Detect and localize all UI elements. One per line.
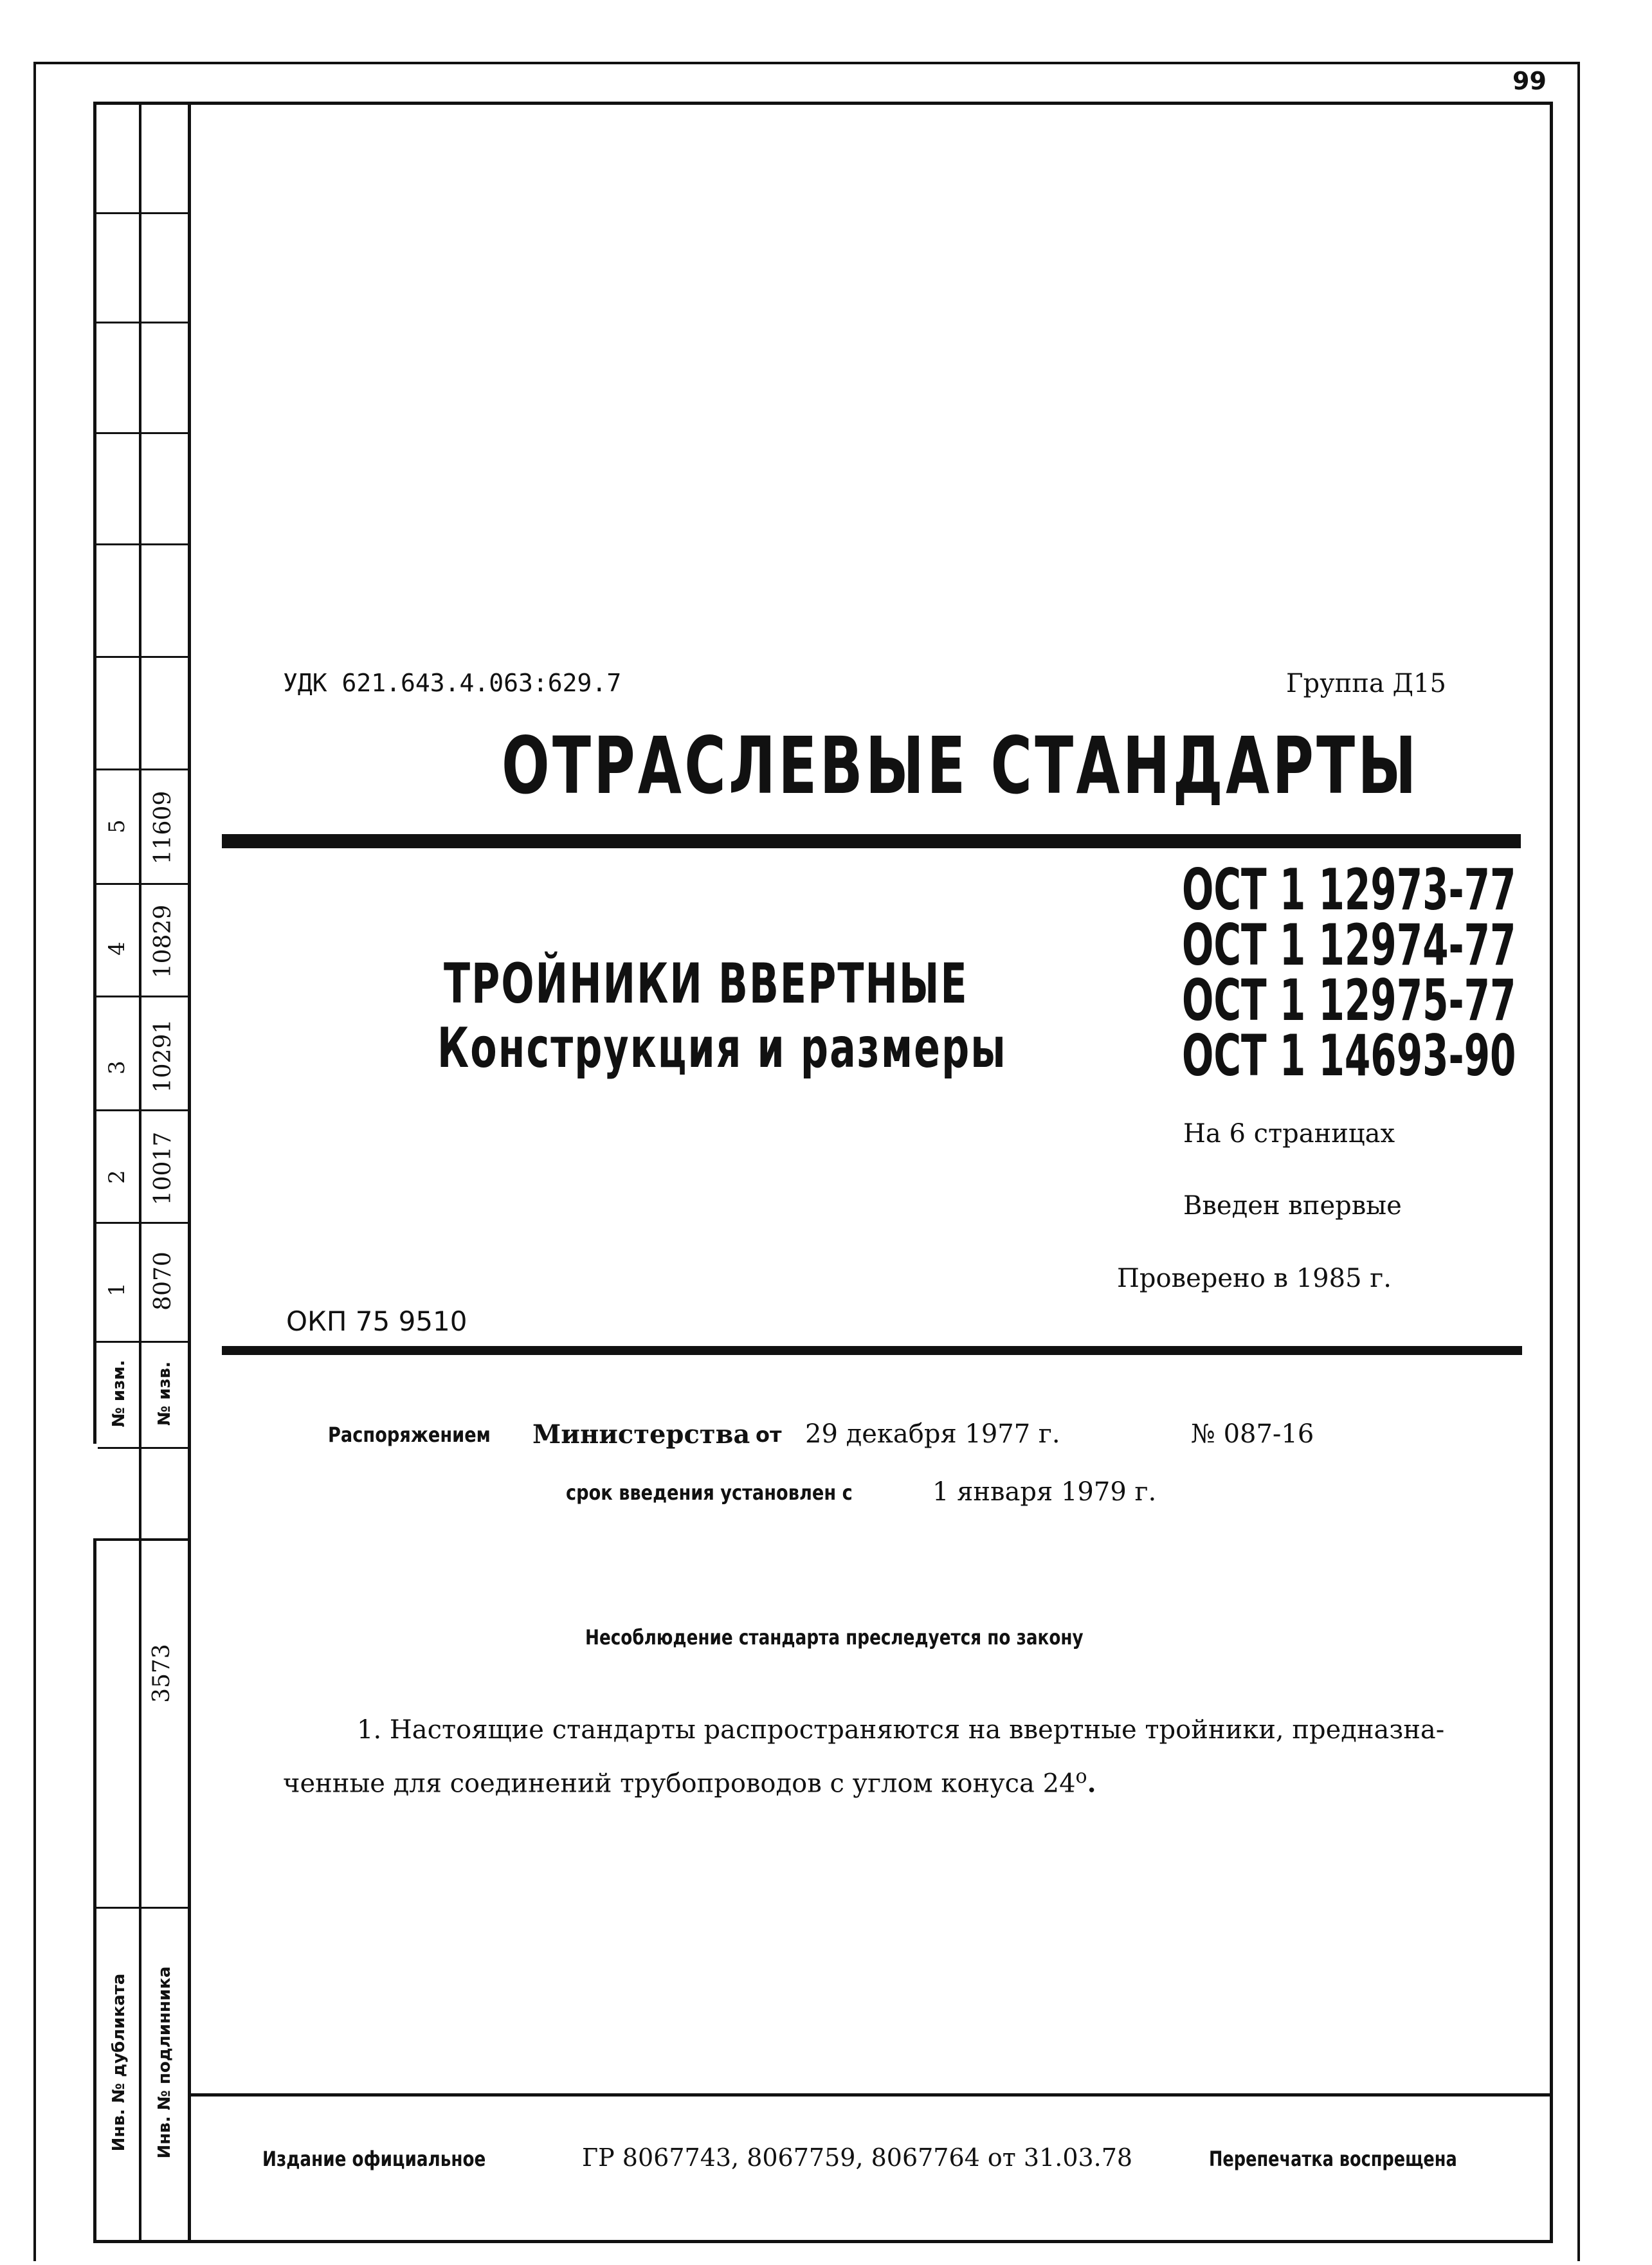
paragraph-end: . (1087, 1768, 1096, 1799)
paragraph-line-1: 1. Настоящие стандарты распространяются на ввертные тройники, предназна- (357, 1715, 1445, 1745)
introduced-note: Введен впервые (1183, 1191, 1402, 1221)
strip-cell-line (93, 1907, 188, 1909)
standards-list (1182, 857, 1516, 1101)
paragraph-line-2-text: ченные для соединений трубопроводов с углом конуса 24 (283, 1769, 1076, 1799)
strip-cell-line (93, 1538, 188, 1541)
outer-frame-top (33, 62, 1580, 64)
strip-cell-line (93, 769, 188, 770)
strip-gap (90, 1444, 98, 1450)
order-from: от (756, 1423, 782, 1447)
change-number: 3 (104, 1060, 130, 1075)
notice-number: 8070 (150, 1251, 176, 1311)
degree-sign: о (1075, 1765, 1087, 1788)
footer-gr: ГР 8067743, 8067759, 8067764 от 31.03.78 (582, 2143, 1133, 2172)
strip-cell-line (93, 543, 188, 545)
footer-divider (188, 2093, 1553, 2097)
footer-edition: Издание официальное (262, 2147, 486, 2171)
change-label: № изм. (109, 1360, 129, 1428)
subject-title-box (444, 952, 968, 1016)
standard-code: ОСТ 1 12975-77 (1182, 967, 1516, 1033)
term-label: срок введения установлен с (566, 1480, 853, 1505)
outer-frame-left (33, 62, 36, 2261)
term-date: 1 января 1979 г. (932, 1477, 1157, 1507)
inventory-number: 3573 (149, 1644, 175, 1703)
inv-duplicate-label: Инв. № дубликата (109, 1973, 129, 2152)
outer-frame-right (1577, 62, 1580, 2261)
order-number: № 087-16 (1191, 1419, 1314, 1449)
notice-number: 10291 (150, 1019, 176, 1093)
change-number: 2 (104, 1170, 130, 1184)
okp-code: ОКП 75 9510 (286, 1305, 467, 1337)
change-number: 4 (104, 941, 130, 956)
subject-title: ТРОЙНИКИ ВВЕРТНЫЕ (444, 952, 968, 1016)
order-date: 29 декабря 1977 г. (805, 1419, 1060, 1449)
page-number: 99 (1512, 67, 1547, 95)
notice-number: 11609 (150, 790, 176, 865)
group-code: Группа Д15 (1286, 669, 1446, 698)
udk-code: УДК 621.643.4.063:629.7 (283, 669, 622, 697)
change-number: 1 (104, 1282, 130, 1296)
subject-subtitle-box (437, 1016, 1007, 1080)
strip-gap (90, 1450, 98, 1540)
subject-subtitle: Конструкция и размеры (437, 1016, 1007, 1080)
title-rule (222, 834, 1521, 848)
notice-number: 10829 (150, 904, 176, 979)
info-rule (222, 1346, 1522, 1355)
strip-cell-line (93, 432, 188, 434)
strip-cell-line (93, 1447, 188, 1449)
strip-cell-line (93, 322, 188, 323)
checked-note: Проверено в 1985 г. (1117, 1264, 1392, 1293)
strip-cell-line (93, 883, 188, 885)
order-label: Распоряжением (328, 1423, 491, 1447)
main-title-box (502, 720, 1419, 812)
strip-cell-line (93, 656, 188, 658)
warning-text: Несоблюдение стандарта преследуется по закону (585, 1625, 1084, 1650)
inv-original-label: Инв. № подлинника (155, 1966, 174, 2159)
inner-frame (93, 102, 1553, 2243)
standard-code: ОСТ 1 12973-77 (1182, 857, 1516, 923)
main-title: ОТРАСЛЕВЫЕ СТАНДАРТЫ (502, 720, 1419, 812)
strip-cell-line (93, 212, 188, 214)
paragraph-line-2 (283, 1765, 1096, 1798)
strip-divider (139, 102, 141, 2243)
notice-label: № изв. (155, 1361, 174, 1426)
change-number: 5 (104, 819, 130, 833)
standard-code: ОСТ 1 12974-77 (1182, 912, 1516, 978)
footer-reprint: Перепечатка воспрещена (1209, 2147, 1457, 2171)
order-ministry: Министерства (532, 1419, 750, 1450)
pages-note: На 6 страницах (1183, 1119, 1395, 1149)
notice-number: 10017 (150, 1131, 176, 1206)
strip-cell-line (93, 1341, 188, 1343)
strip-divider-main (188, 102, 191, 2243)
standard-code: ОСТ 1 14693-90 (1182, 1023, 1516, 1089)
